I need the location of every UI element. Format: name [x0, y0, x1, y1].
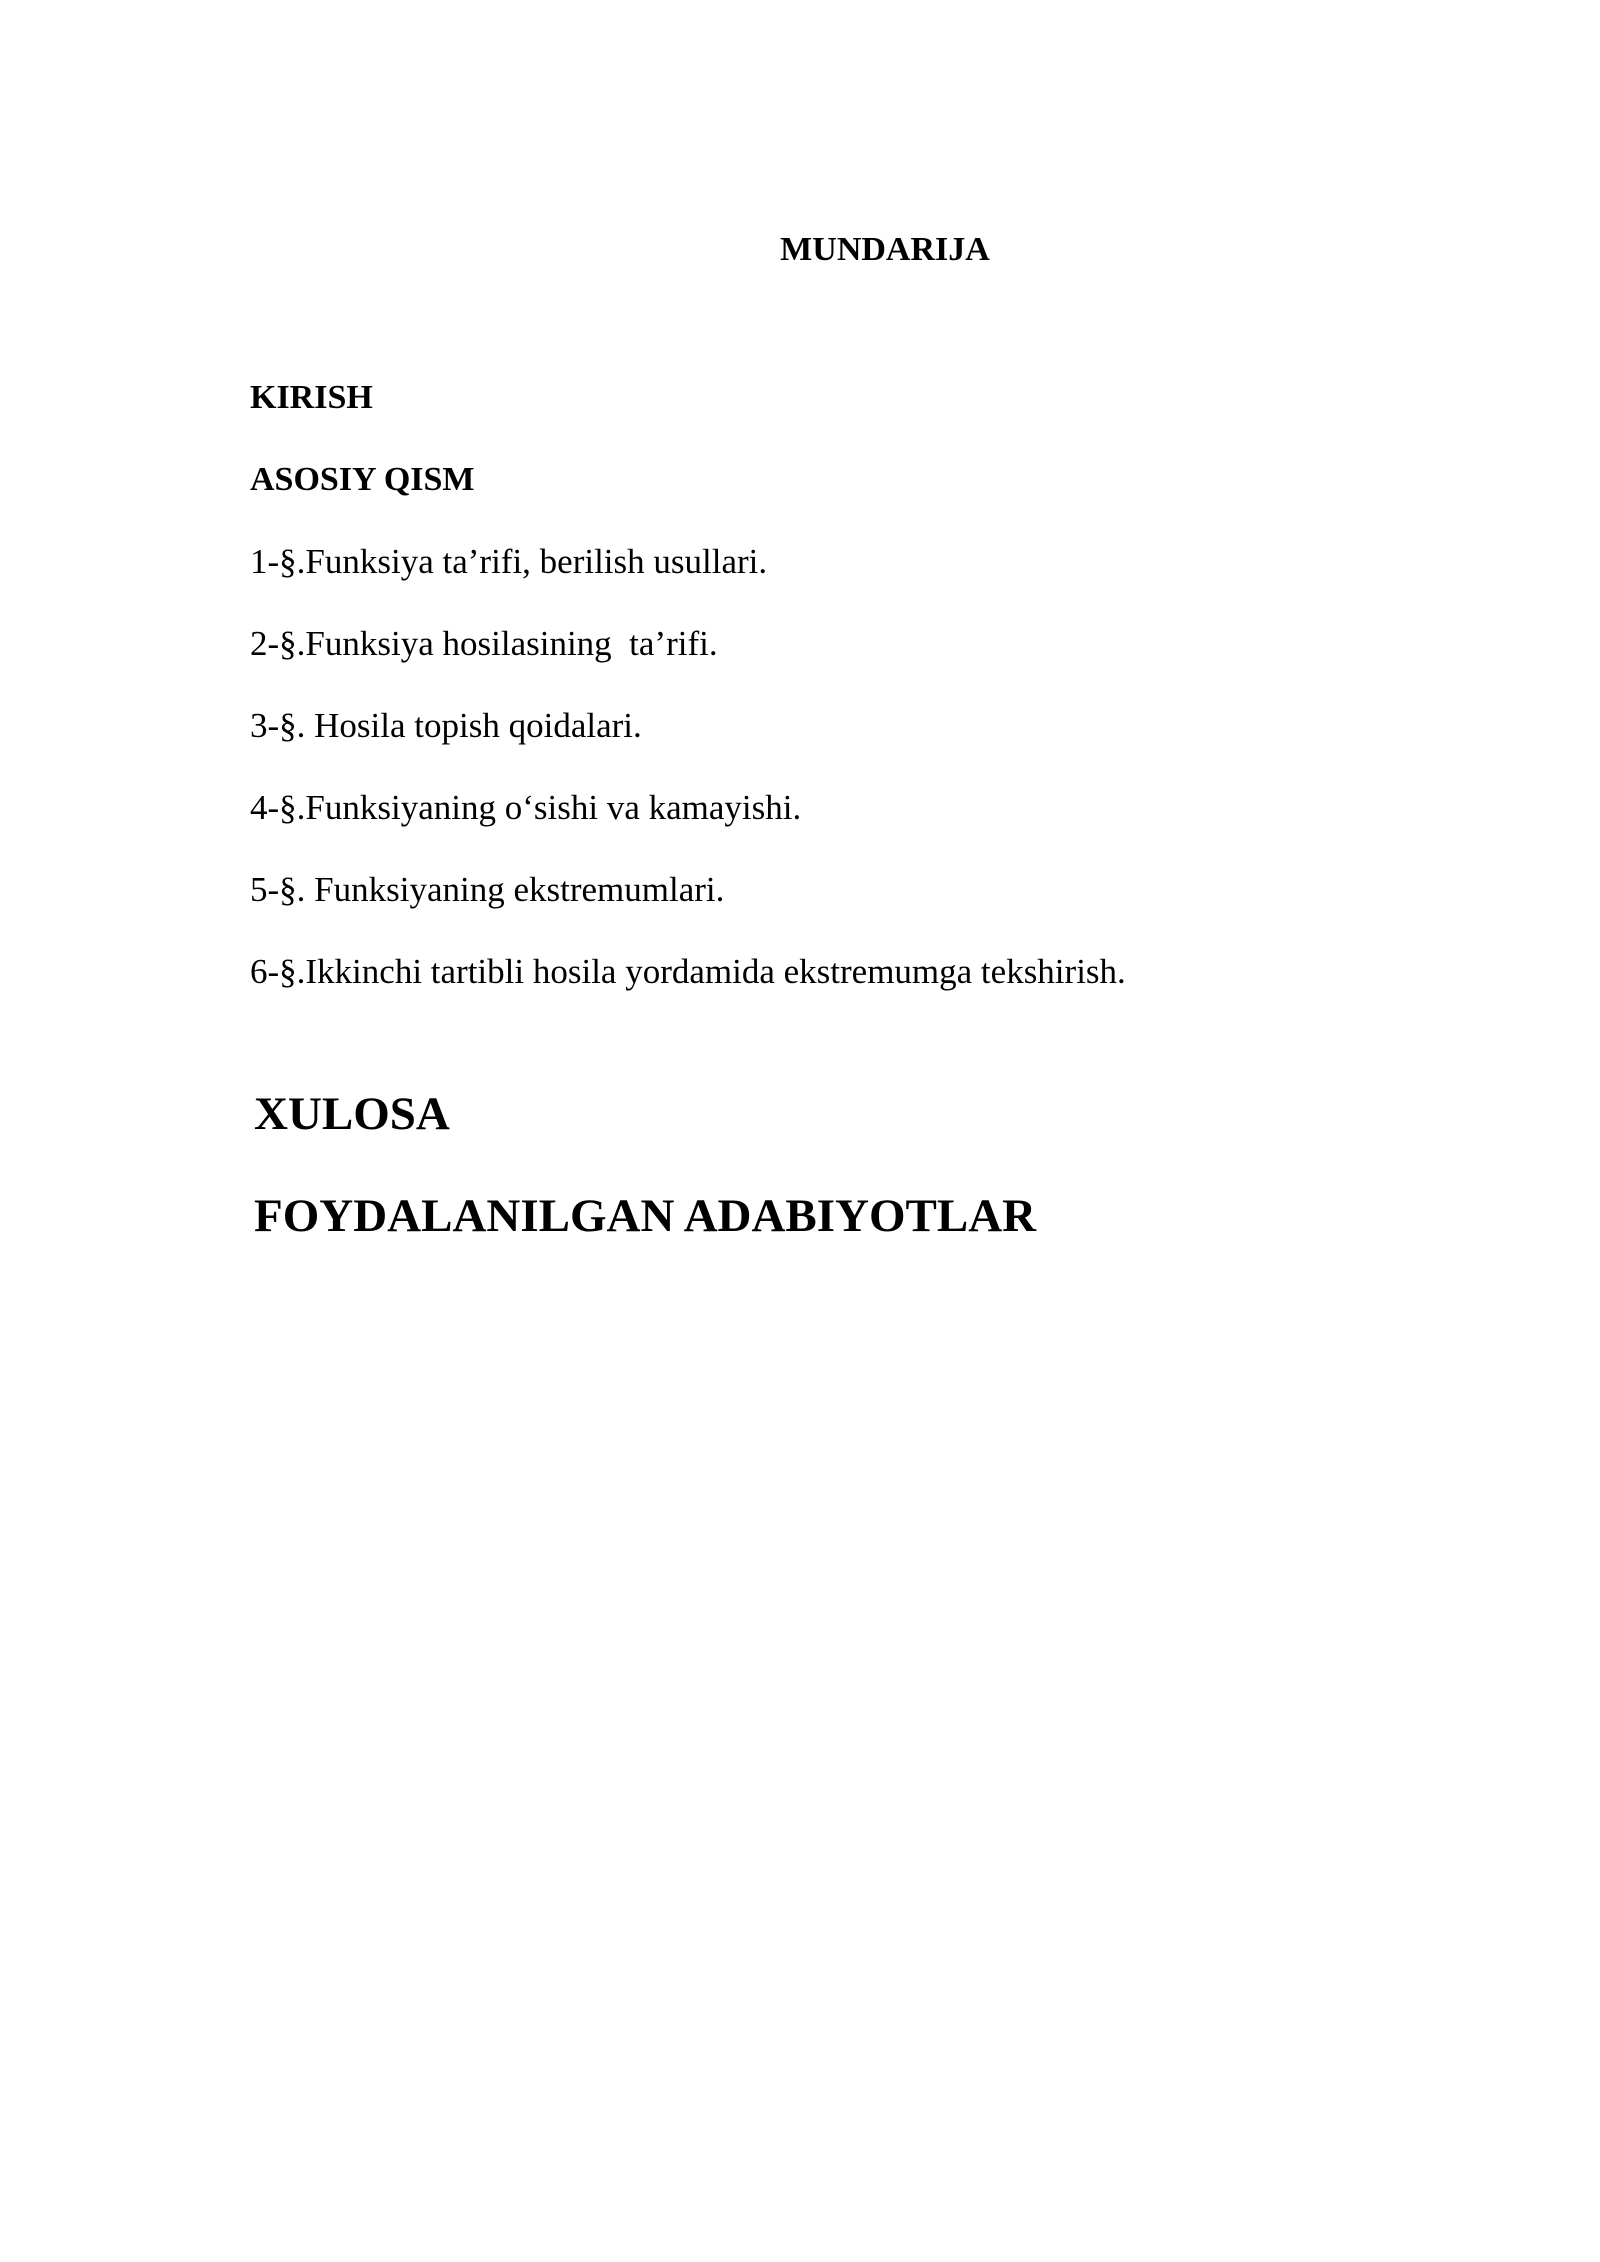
toc-heading-main: ASOSIY QISM	[250, 461, 475, 498]
toc-item-5: 5-§. Funksiyaning ekstremumlari.	[250, 870, 725, 909]
toc-item-1: 1-§.Funksiya ta’rifi, berilish usullari.	[250, 542, 768, 581]
toc-item-4: 4-§.Funksiyaning o‘sishi va kamayishi.	[250, 788, 802, 827]
toc-item-2: 2-§.Funksiya hosilasining ta’rifi.	[250, 624, 718, 663]
toc-heading-intro: KIRISH	[250, 379, 373, 416]
toc-heading-conclusion: XULOSA	[254, 1088, 450, 1140]
table-of-contents	[250, 376, 1500, 1032]
toc-item-6: 6-§.Ikkinchi tartibli hosila yordamida ekstremumga tekshirish.	[250, 952, 1126, 991]
closing-sections	[254, 1084, 1504, 1288]
toc-item-3: 3-§. Hosila topish qoidalari.	[250, 706, 642, 745]
page-title: MUNDARIJA	[780, 231, 990, 268]
toc-heading-references: FOYDALANILGAN ADABIYOTLAR	[254, 1190, 1037, 1242]
